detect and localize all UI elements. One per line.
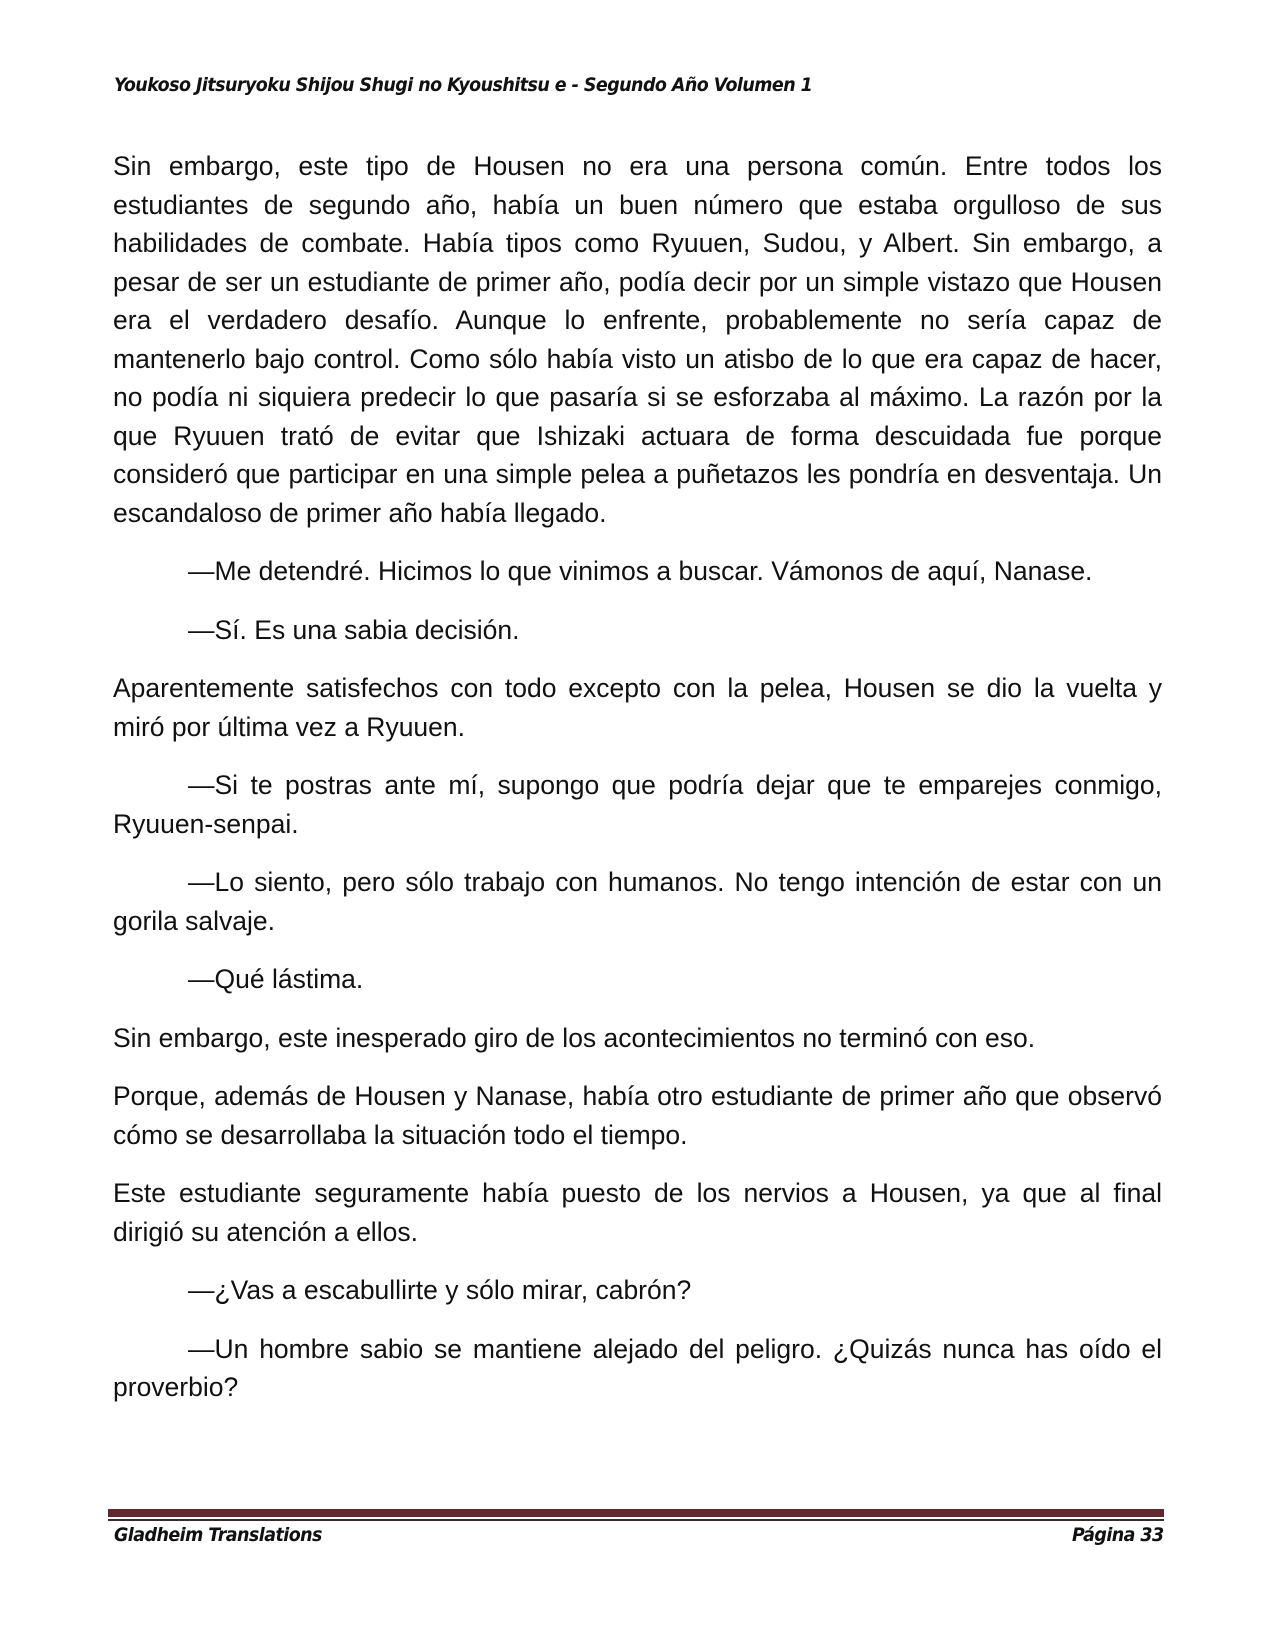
running-header: Youkoso Jitsuryoku Shijou Shugi no Kyoushitsu e - Segundo Año Volumen 1 (114, 74, 813, 96)
paragraph: Este estudiante seguramente había puesto de los nervios a Housen, ya que al final dirigió su atención a ellos. (113, 1178, 1162, 1247)
dialogue-paragraph: —Qué lástima. (188, 964, 364, 994)
footer-rule (108, 1509, 1164, 1517)
footer-page-number: Página 33 (1072, 1524, 1164, 1546)
footer-translator-credit: Gladheim Translations (114, 1524, 322, 1546)
paragraph: Sin embargo, este inesperado giro de los acontecimientos no terminó con eso. (113, 1022, 1036, 1053)
paragraph: Aparentemente satisfechos con todo excepto con la pelea, Housen se dio la vuelta y miró por última vez a Ryuuen. (113, 673, 1162, 742)
dialogue-paragraph: —Lo siento, pero sólo trabajo con humanos. No tengo intención de estar con un gorila salvaje. (113, 867, 1162, 936)
dialogue-paragraph: —¿Vas a escabullirte y sólo mirar, cabrón? (188, 1275, 692, 1305)
footer-rule-thin (108, 1519, 1164, 1521)
body-text (113, 147, 1162, 1427)
dialogue-paragraph: —Un hombre sabio se mantiene alejado del peligro. ¿Quizás nunca has oído el proverbio? (113, 1333, 1162, 1402)
dialogue-paragraph: —Sí. Es una sabia decisión. (188, 614, 520, 645)
paragraph: Porque, además de Housen y Nanase, había otro estudiante de primer año que observó cómo se desarrollaba la situación todo el tiempo. (113, 1081, 1162, 1150)
dialogue-paragraph: —Me detendré. Hicimos lo que vinimos a buscar. Vámonos de aquí, Nanase. (188, 556, 1093, 586)
paragraph: Sin embargo, este tipo de Housen no era una persona común. Entre todos los estudiantes de segundo año, había un buen número que estaba orgulloso de sus habilidades de combate. Había tipos como Ryuuen, Sudou, y Albert. Sin embargo, a pesar de ser un estudiante de primer año, podía decir por un simple vistazo que Housen era el verdadero desafío. Aunque lo enfrente, probablemente no sería capaz de mantenerlo bajo control. Como sólo había visto un atisbo de lo que era capaz de hacer, no podía ni siquiera predecir lo que pasaría si se esforzaba al máximo. La razón por la que Ryuuen trató de evitar que Ishizaki actuara de forma descuidada fue porque consideró que participar en una simple pelea a puñetazos les pondría en desventaja. Un escandaloso de primer año había llegado. (113, 151, 1162, 528)
dialogue-paragraph: —Si te postras ante mí, supongo que podría dejar que te emparejes conmigo, Ryuuen-senpai. (113, 770, 1162, 839)
